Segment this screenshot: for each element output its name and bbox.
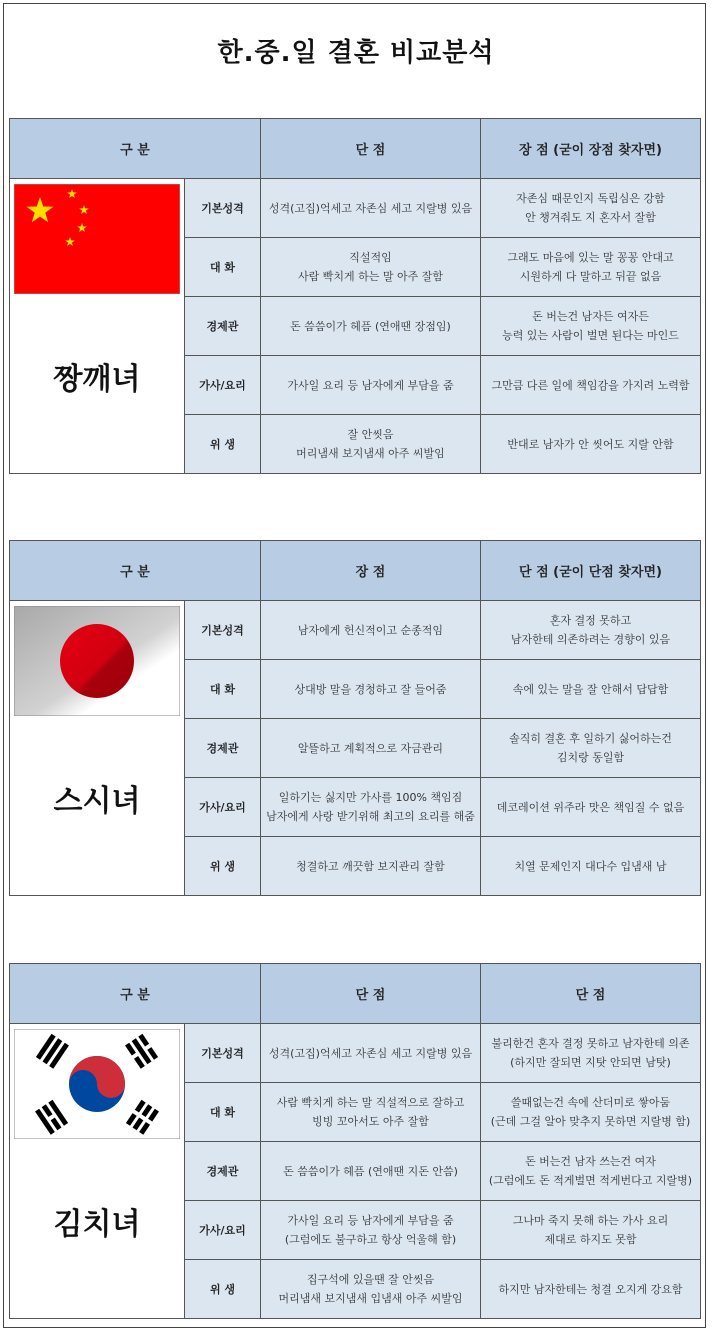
mid-value-line: 직설적임 bbox=[349, 251, 392, 264]
row-category: 대 화 bbox=[185, 1083, 261, 1142]
mid-value-cell bbox=[261, 1260, 481, 1319]
right-value-line: (하지만 잘되면 지탓 안되면 남탓) bbox=[510, 1056, 671, 1069]
right-value-cell bbox=[481, 1024, 701, 1083]
mid-value-line: 사람 빡치게 하는 말 아주 잘함 bbox=[298, 270, 443, 283]
mid-value-line: 성격(고집)억세고 자존심 세고 지랄병 있음 bbox=[268, 1046, 473, 1060]
korea-comparison-table bbox=[9, 963, 701, 1319]
right-column-header: 장 점 (굳이 장점 찾자면) bbox=[481, 119, 701, 179]
mid-value-line: 청결하고 깨끗함 보지관리 잘함 bbox=[296, 859, 445, 873]
row-category: 경제관 bbox=[185, 719, 261, 778]
row-category: 대 화 bbox=[185, 238, 261, 297]
right-column-header: 단 점 (굳이 단점 찾자면) bbox=[481, 541, 701, 601]
mid-value-cell bbox=[261, 1142, 481, 1201]
right-value-line: 불리한건 혼자 결정 못하고 남자한테 의존 bbox=[491, 1037, 690, 1050]
right-value-line: 안 챙겨줘도 지 혼자서 잘함 bbox=[525, 211, 656, 224]
right-value-line: 자존심 때문인지 독립심은 강함 bbox=[516, 192, 665, 205]
right-value-line: 솔직히 결혼 후 일하기 싫어하는건 bbox=[509, 732, 672, 745]
category-header: 구 분 bbox=[10, 119, 261, 179]
right-value-cell bbox=[481, 415, 701, 474]
right-value-cell bbox=[481, 837, 701, 896]
right-value-line: 그만큼 다른 일에 책임감을 가지려 노력함 bbox=[491, 378, 690, 392]
mid-value-line: 일하기는 싫지만 가사를 100% 책임짐 bbox=[278, 791, 463, 804]
right-value-cell bbox=[481, 660, 701, 719]
mid-value-line: 가사일 요리 등 남자에게 부담을 줌 bbox=[287, 378, 454, 392]
mid-value-line: 상대방 말을 경청하고 잘 들어줌 bbox=[294, 682, 447, 696]
right-value-cell bbox=[481, 297, 701, 356]
country-cell bbox=[10, 179, 185, 474]
row-category: 가사/요리 bbox=[185, 356, 261, 415]
row-category: 대 화 bbox=[185, 660, 261, 719]
mid-value-cell bbox=[261, 238, 481, 297]
mid-value-line: 남자에게 헌신적이고 순종적임 bbox=[297, 623, 444, 637]
right-value-line: 하지만 남자한테는 청결 오지게 강요함 bbox=[498, 1282, 683, 1296]
mid-column-header: 단 점 bbox=[261, 119, 481, 179]
mid-value-cell bbox=[261, 1024, 481, 1083]
right-value-line: 김치랑 동일함 bbox=[556, 751, 625, 764]
mid-value-cell bbox=[261, 1083, 481, 1142]
mid-value-cell bbox=[261, 660, 481, 719]
mid-value-cell bbox=[261, 601, 481, 660]
korea-flag-icon bbox=[14, 1029, 180, 1139]
page-title: 한.중.일 결혼 비교분석 bbox=[217, 38, 495, 68]
country-nickname: 김치녀 bbox=[53, 1207, 141, 1242]
mid-value-cell bbox=[261, 297, 481, 356]
right-value-line: 반대로 남자가 안 씻어도 지랄 안함 bbox=[507, 437, 674, 451]
right-value-cell bbox=[481, 1260, 701, 1319]
row-category: 위 생 bbox=[185, 1260, 261, 1319]
right-value-line: 치열 문제인지 대다수 입냄새 남 bbox=[514, 859, 667, 873]
mid-value-line: 잘 안씻음 bbox=[347, 428, 394, 441]
mid-value-line: (그럼에도 불구하고 항상 억울해 함) bbox=[284, 1233, 457, 1246]
row-category: 위 생 bbox=[185, 837, 261, 896]
right-value-line: 쓸때없는건 속에 산더미로 쌓아둠 bbox=[510, 1096, 671, 1109]
japan-flag-icon bbox=[14, 606, 180, 716]
mid-value-line: 빙빙 꼬아서도 아주 잘함 bbox=[312, 1115, 429, 1128]
japan-comparison-table bbox=[9, 540, 701, 896]
right-value-line: 시원하게 다 말하고 뒤끝 없음 bbox=[519, 270, 662, 283]
country-cell bbox=[10, 1024, 185, 1319]
country-nickname: 스시녀 bbox=[53, 784, 141, 819]
right-value-line: 돈 버는건 남자든 여자든 bbox=[532, 310, 649, 323]
mid-value-cell bbox=[261, 415, 481, 474]
row-category: 위 생 bbox=[185, 415, 261, 474]
right-value-line: 데코레이션 위주라 맛은 책임질 수 없음 bbox=[496, 800, 685, 814]
mid-column-header: 단 점 bbox=[261, 964, 481, 1024]
right-value-line: 그나마 죽지 못해 하는 가사 요리 bbox=[512, 1214, 669, 1227]
right-value-cell bbox=[481, 778, 701, 837]
row-category: 가사/요리 bbox=[185, 778, 261, 837]
right-value-cell bbox=[481, 719, 701, 778]
right-value-cell bbox=[481, 238, 701, 297]
row-category: 기본성격 bbox=[185, 179, 261, 238]
right-value-line: (근데 그걸 알아 맞추지 못하면 지랄병 함) bbox=[490, 1115, 691, 1128]
right-value-line: 남자한테 의존하려는 경향이 있음 bbox=[510, 633, 671, 646]
mid-value-line: 알뜰하고 계획적으로 자금관리 bbox=[297, 741, 444, 755]
row-category: 기본성격 bbox=[185, 601, 261, 660]
row-category: 경제관 bbox=[185, 1142, 261, 1201]
mid-value-cell bbox=[261, 1201, 481, 1260]
right-value-line: 돈 버는건 남자 쓰는건 여자 bbox=[525, 1155, 656, 1168]
row-category: 기본성격 bbox=[185, 1024, 261, 1083]
right-value-cell bbox=[481, 179, 701, 238]
mid-value-line: 성격(고집)억세고 자존심 세고 지랄병 있음 bbox=[268, 201, 473, 215]
right-value-cell bbox=[481, 1083, 701, 1142]
right-value-cell bbox=[481, 1142, 701, 1201]
right-value-cell bbox=[481, 601, 701, 660]
mid-value-line: 가사일 요리 등 남자에게 부담을 줌 bbox=[287, 1214, 454, 1227]
mid-value-line: 돈 씀씀이가 헤픔 (연애땐 장점임) bbox=[290, 319, 451, 333]
category-header: 구 분 bbox=[10, 541, 261, 601]
mid-value-line: 사람 빡치게 하는 말 직설적으로 잘하고 bbox=[276, 1096, 465, 1109]
right-value-line: (그럼에도 돈 적게벌면 적게번다고 지랄병) bbox=[488, 1174, 693, 1187]
row-category: 가사/요리 bbox=[185, 1201, 261, 1260]
right-column-header: 단 점 bbox=[481, 964, 701, 1024]
right-value-line: 제대로 하지도 못함 bbox=[544, 1233, 637, 1246]
china-comparison-table bbox=[9, 118, 701, 474]
mid-value-cell bbox=[261, 837, 481, 896]
mid-value-line: 집구석에 있을땐 잘 안씻음 bbox=[306, 1273, 435, 1286]
right-value-line: 속에 있는 말을 잘 안해서 답답함 bbox=[512, 682, 669, 696]
china-flag-icon bbox=[14, 184, 180, 294]
mid-value-cell bbox=[261, 179, 481, 238]
mid-value-line: 돈 씀씀이가 헤픔 (연애땐 지돈 안씀) bbox=[283, 1164, 458, 1178]
country-cell bbox=[10, 601, 185, 896]
mid-value-cell bbox=[261, 778, 481, 837]
mid-value-cell bbox=[261, 356, 481, 415]
right-value-cell bbox=[481, 1201, 701, 1260]
mid-value-cell bbox=[261, 719, 481, 778]
mid-column-header: 장 점 bbox=[261, 541, 481, 601]
right-value-line: 능력 있는 사람이 벌면 된다는 마인드 bbox=[502, 329, 679, 342]
right-value-cell bbox=[481, 356, 701, 415]
mid-value-line: 남자에게 사랑 받기위해 최고의 요리를 해줌 bbox=[266, 810, 475, 823]
right-value-line: 혼자 결정 못하고 bbox=[549, 614, 632, 627]
category-header: 구 분 bbox=[10, 964, 261, 1024]
mid-value-line: 머리냄새 보지냄새 입냄새 아주 씨발임 bbox=[278, 1292, 463, 1305]
row-category: 경제관 bbox=[185, 297, 261, 356]
right-value-line: 그래도 마음에 있는 말 꽁꽁 안대고 bbox=[507, 251, 674, 264]
mid-value-line: 머리냄새 보지냄새 아주 씨발임 bbox=[296, 447, 445, 460]
country-nickname: 짱깨녀 bbox=[53, 362, 141, 397]
